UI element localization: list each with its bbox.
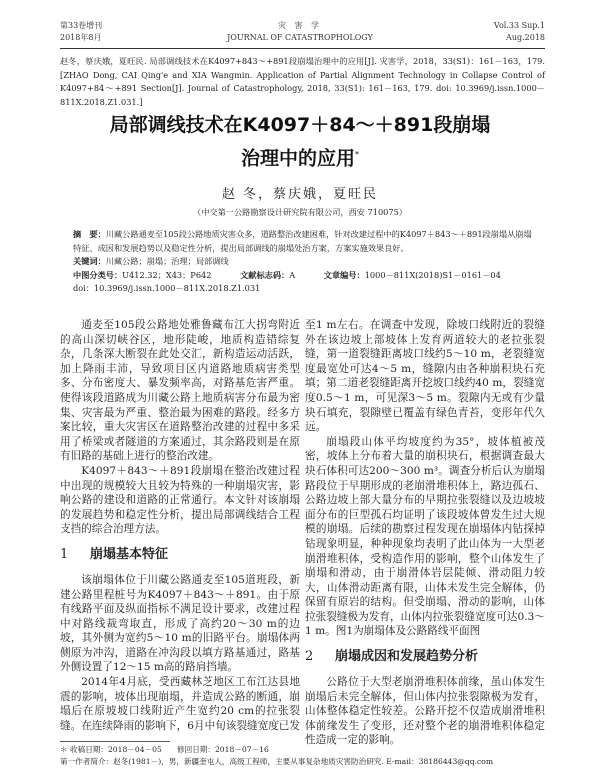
section-number: 1	[60, 546, 69, 562]
paragraph: 该崩塌体位于川藏公路通麦至105道班段，新建公路里程桩号为K4097＋843～＋891。由于原有线路平面及纵面指标不满足设计要求，改建过程中对路线裁弯取直，形成了高约20～30 m的边坡，其外侧为宽约5～10 m的旧路平台。崩塌体两侧原为冲沟，道路在冲沟段以填方路基通过，路基外侧设置了12～15 m高的路肩挡墙。	[60, 573, 300, 674]
title-line2: 治理中的应用	[240, 147, 355, 170]
volume-issue: 第33卷增刊	[60, 21, 103, 30]
paragraph-continued: 至1 m左右。在调查中发现，除坡口线附近的裂缝外在该边坡上部坡体上发育两道较大的老拉张裂缝，第一道裂缝距离坡口线约5～10 m，老裂缝宽度最宽处可达4～5 m，缝隙内由各种崩积块石充填；第二道老裂缝距离开挖坡口线约40 m，裂缝宽度0.5～1 m，可见深3～5 m。裂隙内无或有少量块石填充，裂隙壁已覆盖有绿色青苔，变形年代久远。	[305, 319, 545, 434]
paragraph: 崩塌段山体平均坡度约为35°，坡体植被茂密，坡体上分布着大量的崩积块石，根据调查最大块石体积可达200～300 m³。调查分析后认为崩塌路段位于早期形成的老崩滑堆积体上，路边孤石、公路边坡上部大量分布的早期拉张裂缝以及边坡坡面分布的巨型孤石均证明了该段坡体曾发生过大规模的崩塌。后续的勘察过程发现在崩塌体内钻探掉钻现象明显，种种现象均表明了此山体为一大型老崩滑堆积体，受构造作用的影响，整个山体发生了崩塌和滑动，由于崩滑体岩层陡倾、滑动阻力较大，山体滑动距离有限，山体未发生完全解体，仍保留有原岩的结构。但受崩塌、滑动的影响，山体拉张裂缝极为发育，山体内拉张裂缝宽度可达0.3～1 m。图1为崩塌体及公路路线平面图	[305, 435, 545, 638]
abstract-text: 川藏公路通麦至105段公路地质灾害众多，道路整治改建困难，针对改建过程中的K4097＋843～＋891段崩塌从崩塌特征、成因和发展趋势以及稳定性分析，提出局部调线的崩塌处治方案，方案实施效果良好。	[73, 229, 532, 253]
paragraph: 2014年4月底，受西藏林芝地区工布江达县地震的影响，坡体出现崩塌，并造成公路的断通，崩塌后在原坡坡口线附近产生宽约20 cm的拉张裂缝。在连续降雨的影响下，6月中旬该裂缝宽度已发	[60, 676, 300, 732]
paragraph: 通麦至105段公路地处雅鲁藏布江大拐弯附近的高山深切峡谷区，地形陡峻，地质构造错综复杂，几条深大断裂在此处交汇，新构造运动活跃，加上降雨丰沛，导致项目区内道路地质病害类型多、分布密度大、暴发频率高，对路基危害严重。使得该段道路成为川藏公路上地质病害分布最为密集、灾害最为严重、整治最为困难的路段。经多方案比较，重大灾害区在道路整治改建的过程中多采用了桥梁或者隧道的方案通过，其余路段则是在原有旧路的基础上进行的整治改建。	[60, 319, 300, 463]
clc-value: U412.32；X43；P642	[122, 269, 212, 280]
journal-name-cn: 灾 害 学	[277, 21, 323, 30]
title-line1: 局部调线技术在K4097＋84～＋891段崩塌	[109, 114, 491, 136]
volume-info-en	[494, 20, 545, 44]
right-column	[305, 318, 545, 748]
left-column	[60, 318, 300, 733]
keywords-text: 川藏公路；崩塌；治理；局部调线	[105, 256, 229, 267]
journal-name-en: JOURNAL OF CATASTROPHOLOGY	[227, 33, 373, 42]
article-number-value: 1000－811X(2018)S1－0161－04	[364, 269, 501, 280]
section-title: 崩塌成因和发展趋势分析	[335, 649, 479, 665]
abstract-label: 摘 要：	[73, 229, 106, 239]
doi: doi：10.3969/j.issn.1000－811X.2018.Z1.031	[73, 283, 261, 294]
article-number-label: 文章编号：	[323, 269, 365, 280]
doc-code-label: 文献标志码：	[240, 269, 290, 280]
date-en: Aug.2018	[506, 33, 545, 42]
issue-date: 2018年8月	[60, 33, 102, 42]
citation	[60, 55, 545, 109]
classification	[73, 269, 533, 283]
paper-title	[0, 110, 600, 173]
abstract-block	[73, 228, 533, 296]
header-rule	[60, 48, 545, 49]
doc-code-value: A	[289, 269, 296, 280]
keywords-label: 关键词：	[73, 256, 106, 267]
footnote	[60, 744, 545, 768]
footnote-dates: ＊ 收稿日期：2018－04－05 修回日期：2018－07－16	[60, 745, 269, 754]
authors: 赵 冬，蔡庆娥，夏旺民	[221, 187, 379, 202]
section-title: 崩塌基本特征	[90, 546, 169, 562]
paragraph: 公路位于大型老崩滑堆积体前缘，虽山体发生崩塌后未完全解体，但山体内拉张裂隙极为发育，山体整体稳定性较差。公路开挖不仅造成崩滑堆积体前缘发生了变形，还对整个老的崩滑堆积体稳定性造成一定的影响。	[305, 676, 545, 747]
footnote-rule	[60, 741, 170, 742]
footnote-author-bio: 第一作者简介：赵冬(1981－)，男，新疆奎屯人，高级工程师，主要从事复杂地质灾害防治研究. E-mail：38186443@qq.com	[60, 757, 494, 766]
paragraph: K4097＋843～＋891段崩塌在整治改建过程中出现的规模较大且较为特殊的一种崩塌灾害，影响公路的建设和道路的正常通行。本文针对该崩塌的发展趋势和稳定性分析，提出局部调线结合工程支挡的综合治理方法。	[60, 464, 300, 536]
abstract	[73, 228, 533, 255]
volume-en: Vol.33 Sup.1	[493, 21, 545, 30]
clc-label: 中图分类号：	[73, 269, 123, 280]
section-heading-1	[60, 545, 300, 565]
keywords	[73, 255, 533, 269]
section-number: 2	[305, 649, 314, 665]
title-footnote-mark: *	[355, 150, 359, 159]
citation-cn: 赵冬，蔡庆娥，夏旺民. 局部调线技术在K4097+843～+891段崩塌治理中的应用[J]. 灾害学，2018，33(S1)：161－163，179.	[60, 56, 545, 66]
section-heading-2	[305, 647, 545, 667]
citation-en: [ZHAO Dong, CAI Qing'e and XIA Wangmin. Application of Partial Alignment Technology in Collapse Control of K4097+84～+891 Section[J]. Journal of Catastrophology, 2018, 33(S1): 161－163, 179. doi: 10.3969/j.issn.1000－811X.2018.Z1.031.]	[60, 69, 545, 107]
affiliation: （中交第一公路勘察设计研究院有限公司，西安 710075）	[193, 207, 407, 217]
